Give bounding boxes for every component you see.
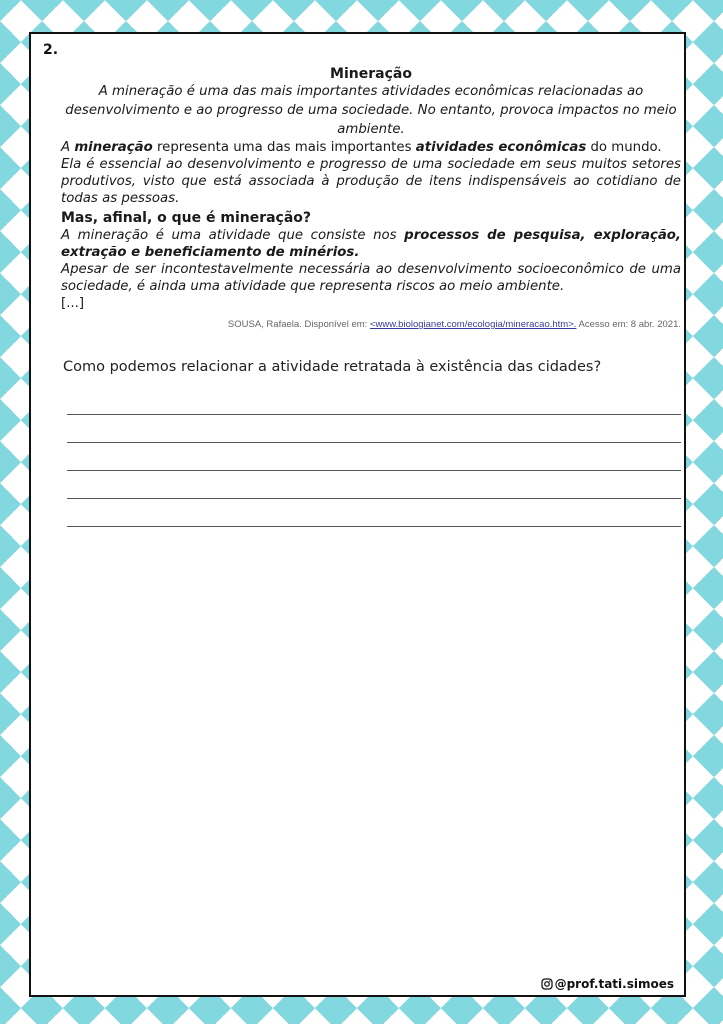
citation-link[interactable]: <www.biologianet.com/ecologia/mineracao.htm>.	[369, 319, 577, 330]
p1-bold-2: atividades econômicas	[415, 140, 587, 155]
paragraph-1	[61, 139, 681, 156]
answer-line[interactable]	[67, 526, 681, 527]
p1-bold-1: mineração	[74, 140, 153, 155]
instagram-icon	[541, 978, 553, 990]
handle-text: @prof.tati.simoes	[554, 977, 674, 991]
passage-lead: A mineração é uma das mais importantes atividades econômicas relacionadas ao desenvolvimento e ao progresso de uma sociedade. No entanto, provoca impactos no meio ambiente.	[65, 84, 677, 137]
answer-line[interactable]	[67, 414, 681, 415]
p3-text-1: A mineração é uma atividade que consiste nos	[61, 228, 405, 243]
worksheet-page	[29, 32, 686, 997]
subheading: Mas, afinal, o que é mineração?	[61, 210, 312, 226]
answer-line[interactable]	[67, 470, 681, 471]
answer-line[interactable]	[67, 498, 681, 499]
reading-passage	[61, 66, 681, 332]
p1-text-2: representa uma das mais importantes	[152, 140, 416, 155]
question-text: Como podemos relacionar a atividade retratada à existência das cidades?	[63, 359, 602, 375]
paragraph-4: Apesar de ser incontestavelmente necessária ao desenvolvimento socioeconômico de uma sociedade, é ainda uma atividade que representa riscos ao meio ambiente.	[61, 262, 681, 294]
question-number: 2.	[43, 42, 59, 58]
citation-author: SOUSA, Rafaela. Disponível em:	[227, 319, 370, 330]
citation	[61, 318, 681, 332]
passage-title: Mineração	[330, 66, 412, 82]
p1-text-1: A	[61, 140, 75, 155]
paragraph-3	[61, 227, 681, 261]
paragraph-2: Ela é essencial ao desenvolvimento e progresso de uma sociedade em seus muitos setores produtivos, visto que está associada à produção de itens indispensáveis ao cotidiano de todas as pessoas.	[61, 157, 681, 206]
p3-bold-1: processos de pesquisa, exploração, extração e beneficiamento de minérios.	[61, 228, 681, 260]
footer-handle	[541, 977, 674, 991]
ellipsis: [...]	[61, 296, 85, 311]
answer-line[interactable]	[67, 442, 681, 443]
citation-access: Acesso em: 8 abr. 2021.	[576, 319, 681, 330]
p1-text-3: do mundo.	[586, 140, 662, 155]
